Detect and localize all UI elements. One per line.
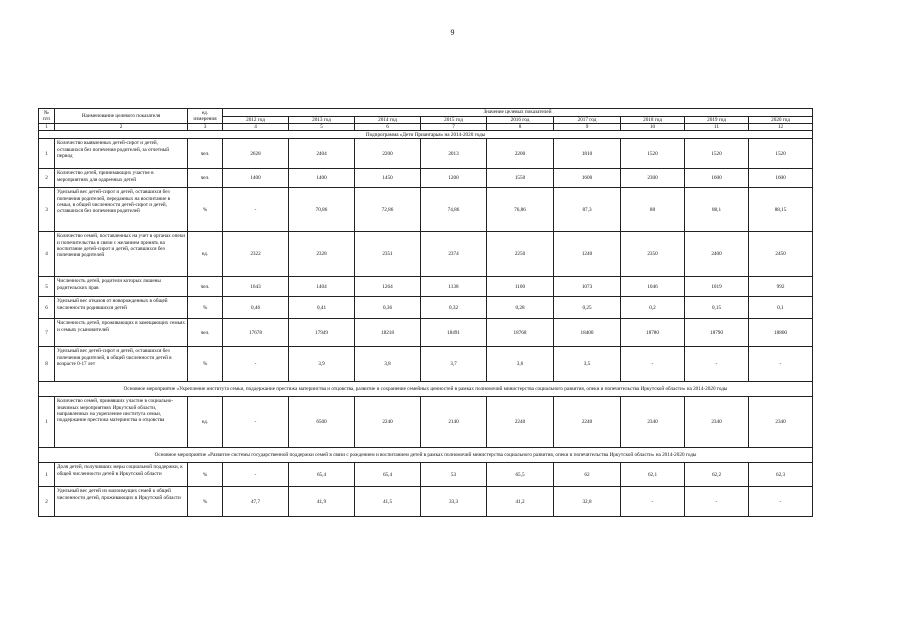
header-values-group: Значение целевых показателей [223, 109, 813, 117]
value-cell: 2250 [487, 232, 554, 277]
year-header: 2016 год [487, 117, 554, 124]
value-cell: 17678 [223, 319, 289, 347]
row-number: 2 [39, 487, 55, 517]
value-cell: 1404 [289, 277, 355, 297]
value-cell: 18800 [749, 319, 813, 347]
value-cell: 1600 [685, 169, 749, 188]
value-cell: 1520 [685, 139, 749, 169]
value-cell: - [621, 487, 685, 517]
value-cell: 1264 [355, 277, 421, 297]
value-cell: 2200 [355, 139, 421, 169]
value-cell: 76,86 [487, 188, 554, 232]
value-cell: - [223, 188, 289, 232]
value-cell: - [685, 347, 749, 382]
value-cell: 0,15 [685, 297, 749, 319]
column-number: 7 [421, 124, 487, 131]
unit-cell: ед. [188, 397, 223, 448]
value-cell: 33,3 [421, 487, 487, 517]
unit-cell: % [188, 463, 223, 487]
value-cell: 0,2 [621, 297, 685, 319]
year-header: 2014 год [355, 117, 421, 124]
value-cell: 1200 [421, 169, 487, 188]
value-cell: 18780 [621, 319, 685, 347]
value-cell: 3,7 [421, 347, 487, 382]
row-number: 1 [39, 397, 55, 448]
column-number: 9 [554, 124, 621, 131]
value-cell: 1240 [554, 232, 621, 277]
row-number: 3 [39, 188, 55, 232]
value-cell: 0,36 [355, 297, 421, 319]
value-cell: 18400 [554, 319, 621, 347]
value-cell: 62,1 [621, 463, 685, 487]
value-cell: 1810 [554, 139, 621, 169]
value-cell: 18768 [487, 319, 554, 347]
unit-cell: чел. [188, 169, 223, 188]
value-cell: 2351 [355, 232, 421, 277]
column-number: 11 [685, 124, 749, 131]
column-number: 4 [223, 124, 289, 131]
table-row [39, 297, 813, 319]
section-title: Основное мероприятие «Укрепление института семьи, поддержание престижа материнства и отцовства, развитие и сохранение семейных ценностей в рамках полномочий министерства социального развития, опеки и попечительства Иркутской области» на 2014-2020 годы [39, 382, 813, 397]
value-cell: 72,86 [355, 188, 421, 232]
value-cell: 0,41 [289, 297, 355, 319]
value-cell: 1643 [223, 277, 289, 297]
value-cell: 1046 [621, 277, 685, 297]
unit-cell: чел. [188, 139, 223, 169]
column-number: 5 [289, 124, 355, 131]
value-cell: 2340 [621, 397, 685, 448]
row-number: 4 [39, 232, 55, 277]
row-number: 6 [39, 297, 55, 319]
header-unit: ед. измерения [188, 109, 223, 124]
value-cell: 1073 [554, 277, 621, 297]
indicator-name: Удельный вес детей-сирот и детей, оставшихся без попечения родителей, в общей численности детей в возрасте 0-17 лет [55, 347, 188, 382]
value-cell: 2450 [749, 232, 813, 277]
target-indicators-table [38, 108, 813, 517]
indicator-name: Удельный вес детей из малоимущих семей к общей численности детей, проживающих в Иркутской области [55, 487, 188, 517]
indicator-name: Количество семей, принявших участие в социально-значимых мероприятиях Иркутской области, направленных на укрепление института семьи, поддержание престижа материнства и отцовства [55, 397, 188, 448]
row-number: 5 [39, 277, 55, 297]
value-cell: 1450 [355, 169, 421, 188]
value-cell: 2404 [289, 139, 355, 169]
value-cell: 1550 [487, 169, 554, 188]
table-row [39, 232, 813, 277]
value-cell: 2340 [749, 397, 813, 448]
value-cell: 1100 [487, 277, 554, 297]
unit-cell: % [188, 347, 223, 382]
value-cell: 6500 [289, 397, 355, 448]
value-cell: 1600 [554, 169, 621, 188]
header-name: Наименование целевого показателя [55, 109, 188, 124]
value-cell: 18218 [355, 319, 421, 347]
value-cell: 62 [554, 463, 621, 487]
value-cell: 65,4 [289, 463, 355, 487]
value-cell: 1520 [621, 139, 685, 169]
value-cell: 88 [621, 188, 685, 232]
value-cell: 17949 [289, 319, 355, 347]
column-number: 3 [188, 124, 223, 131]
value-cell: 65,5 [487, 463, 554, 487]
value-cell: 53 [421, 463, 487, 487]
value-cell: 2300 [621, 169, 685, 188]
year-header: 2015 год [421, 117, 487, 124]
indicator-name: Удельный вес детей-сирот и детей, оставшихся без попечения родителей, переданных на воспитание в семьи, в общей численности детей-сирот и детей, оставшихся без попечения родителей [55, 188, 188, 232]
unit-cell: % [188, 297, 223, 319]
value-cell: 32,8 [554, 487, 621, 517]
header-num: № п/п [39, 109, 55, 124]
value-cell: 47,7 [223, 487, 289, 517]
value-cell: 3,8 [355, 347, 421, 382]
table-row [39, 188, 813, 232]
table-row [39, 169, 813, 188]
column-number: 10 [621, 124, 685, 131]
value-cell: 41,9 [289, 487, 355, 517]
value-cell: 2240 [487, 397, 554, 448]
value-cell: 18491 [421, 319, 487, 347]
year-header: 2019 год [685, 117, 749, 124]
row-number: 1 [39, 463, 55, 487]
unit-cell: чел. [188, 319, 223, 347]
indicator-name: Количество выявленных детей-сирот и детей, оставшихся без попечения родителей, за отчетный период [55, 139, 188, 169]
value-cell: 992 [749, 277, 813, 297]
unit-cell: ед. [188, 232, 223, 277]
value-cell: - [749, 347, 813, 382]
unit-cell: чел. [188, 277, 223, 297]
unit-cell: % [188, 487, 223, 517]
value-cell: 1600 [749, 169, 813, 188]
value-cell: 18790 [685, 319, 749, 347]
value-cell: 62,2 [685, 463, 749, 487]
value-cell: 0,1 [749, 297, 813, 319]
value-cell: 2400 [685, 232, 749, 277]
value-cell: 2013 [421, 139, 487, 169]
value-cell: 70,86 [289, 188, 355, 232]
value-cell: 74,86 [421, 188, 487, 232]
table-row [39, 277, 813, 297]
value-cell: 3,5 [554, 347, 621, 382]
value-cell: 87,3 [554, 188, 621, 232]
table-row [39, 463, 813, 487]
value-cell: 2322 [223, 232, 289, 277]
value-cell: - [223, 397, 289, 448]
unit-cell: % [188, 188, 223, 232]
value-cell: 41,5 [355, 487, 421, 517]
value-cell: 2350 [621, 232, 685, 277]
value-cell: 2340 [685, 397, 749, 448]
table-row [39, 319, 813, 347]
value-cell: - [223, 463, 289, 487]
value-cell: 65,4 [355, 463, 421, 487]
indicator-name: Численность детей, родители которых лишены родительских прав [55, 277, 188, 297]
value-cell: 1400 [289, 169, 355, 188]
indicator-name: Количество семей, поставленных на учет в органах опеки и попечительства в связи с желанием принять на воспитание детей-сирот и детей, оставшихся без попечения родителей [55, 232, 188, 277]
year-header: 2013 год [289, 117, 355, 124]
table-row [39, 347, 813, 382]
indicator-name: Удельный вес отказов от новорожденных в общей численности родившихся детей [55, 297, 188, 319]
value-cell: 2628 [223, 139, 289, 169]
value-cell: 2328 [289, 232, 355, 277]
value-cell: 1019 [685, 277, 749, 297]
value-cell: - [749, 487, 813, 517]
value-cell: 3,9 [289, 347, 355, 382]
year-header: 2012 год [223, 117, 289, 124]
row-number: 1 [39, 139, 55, 169]
column-number: 2 [55, 124, 188, 131]
row-number: 8 [39, 347, 55, 382]
section-title: Основное мероприятие «Развитие системы государственной поддержки семей в связи с рождением и воспитанием детей в рамках полномочий министерства социального развития, опеки и попечительства Иркутской области» на 2014-2020 годы [39, 448, 813, 463]
indicator-name: Численность детей, проживающих в замещающих семьях и семьях усыновителей [55, 319, 188, 347]
value-cell: 0,25 [554, 297, 621, 319]
year-header: 2017 год [554, 117, 621, 124]
table-row [39, 397, 813, 448]
value-cell: 41,2 [487, 487, 554, 517]
value-cell: 2200 [487, 139, 554, 169]
value-cell: 2240 [554, 397, 621, 448]
value-cell: 2374 [421, 232, 487, 277]
value-cell: 0,28 [487, 297, 554, 319]
column-number: 8 [487, 124, 554, 131]
column-number: 12 [749, 124, 813, 131]
page-number: 9 [450, 28, 455, 37]
value-cell: 1400 [223, 169, 289, 188]
value-cell: 1138 [421, 277, 487, 297]
table-row [39, 487, 813, 517]
indicator-name: Доля детей, получивших меры социальной поддержки, к общей численности детей в Иркутской области [55, 463, 188, 487]
value-cell: 2240 [355, 397, 421, 448]
value-cell: - [685, 487, 749, 517]
value-cell: 88,15 [749, 188, 813, 232]
value-cell: 2140 [421, 397, 487, 448]
indicator-name: Количество детей, принимающих участие в мероприятиях для одаренных детей [55, 169, 188, 188]
column-number: 1 [39, 124, 55, 131]
year-header: 2018 год [621, 117, 685, 124]
row-number: 2 [39, 169, 55, 188]
section-title: Подпрограмма «Дети Приангарья» на 2014-2020 годы [39, 131, 813, 139]
row-number: 7 [39, 319, 55, 347]
value-cell: - [223, 347, 289, 382]
value-cell: 88,1 [685, 188, 749, 232]
value-cell: 0,46 [223, 297, 289, 319]
value-cell: 3,6 [487, 347, 554, 382]
section-row [39, 448, 813, 463]
table-row [39, 139, 813, 169]
value-cell: 1520 [749, 139, 813, 169]
value-cell: - [621, 347, 685, 382]
column-number: 6 [355, 124, 421, 131]
section-row [39, 131, 813, 139]
section-row [39, 382, 813, 397]
value-cell: 62,3 [749, 463, 813, 487]
value-cell: 0,32 [421, 297, 487, 319]
year-header: 2020 год [749, 117, 813, 124]
